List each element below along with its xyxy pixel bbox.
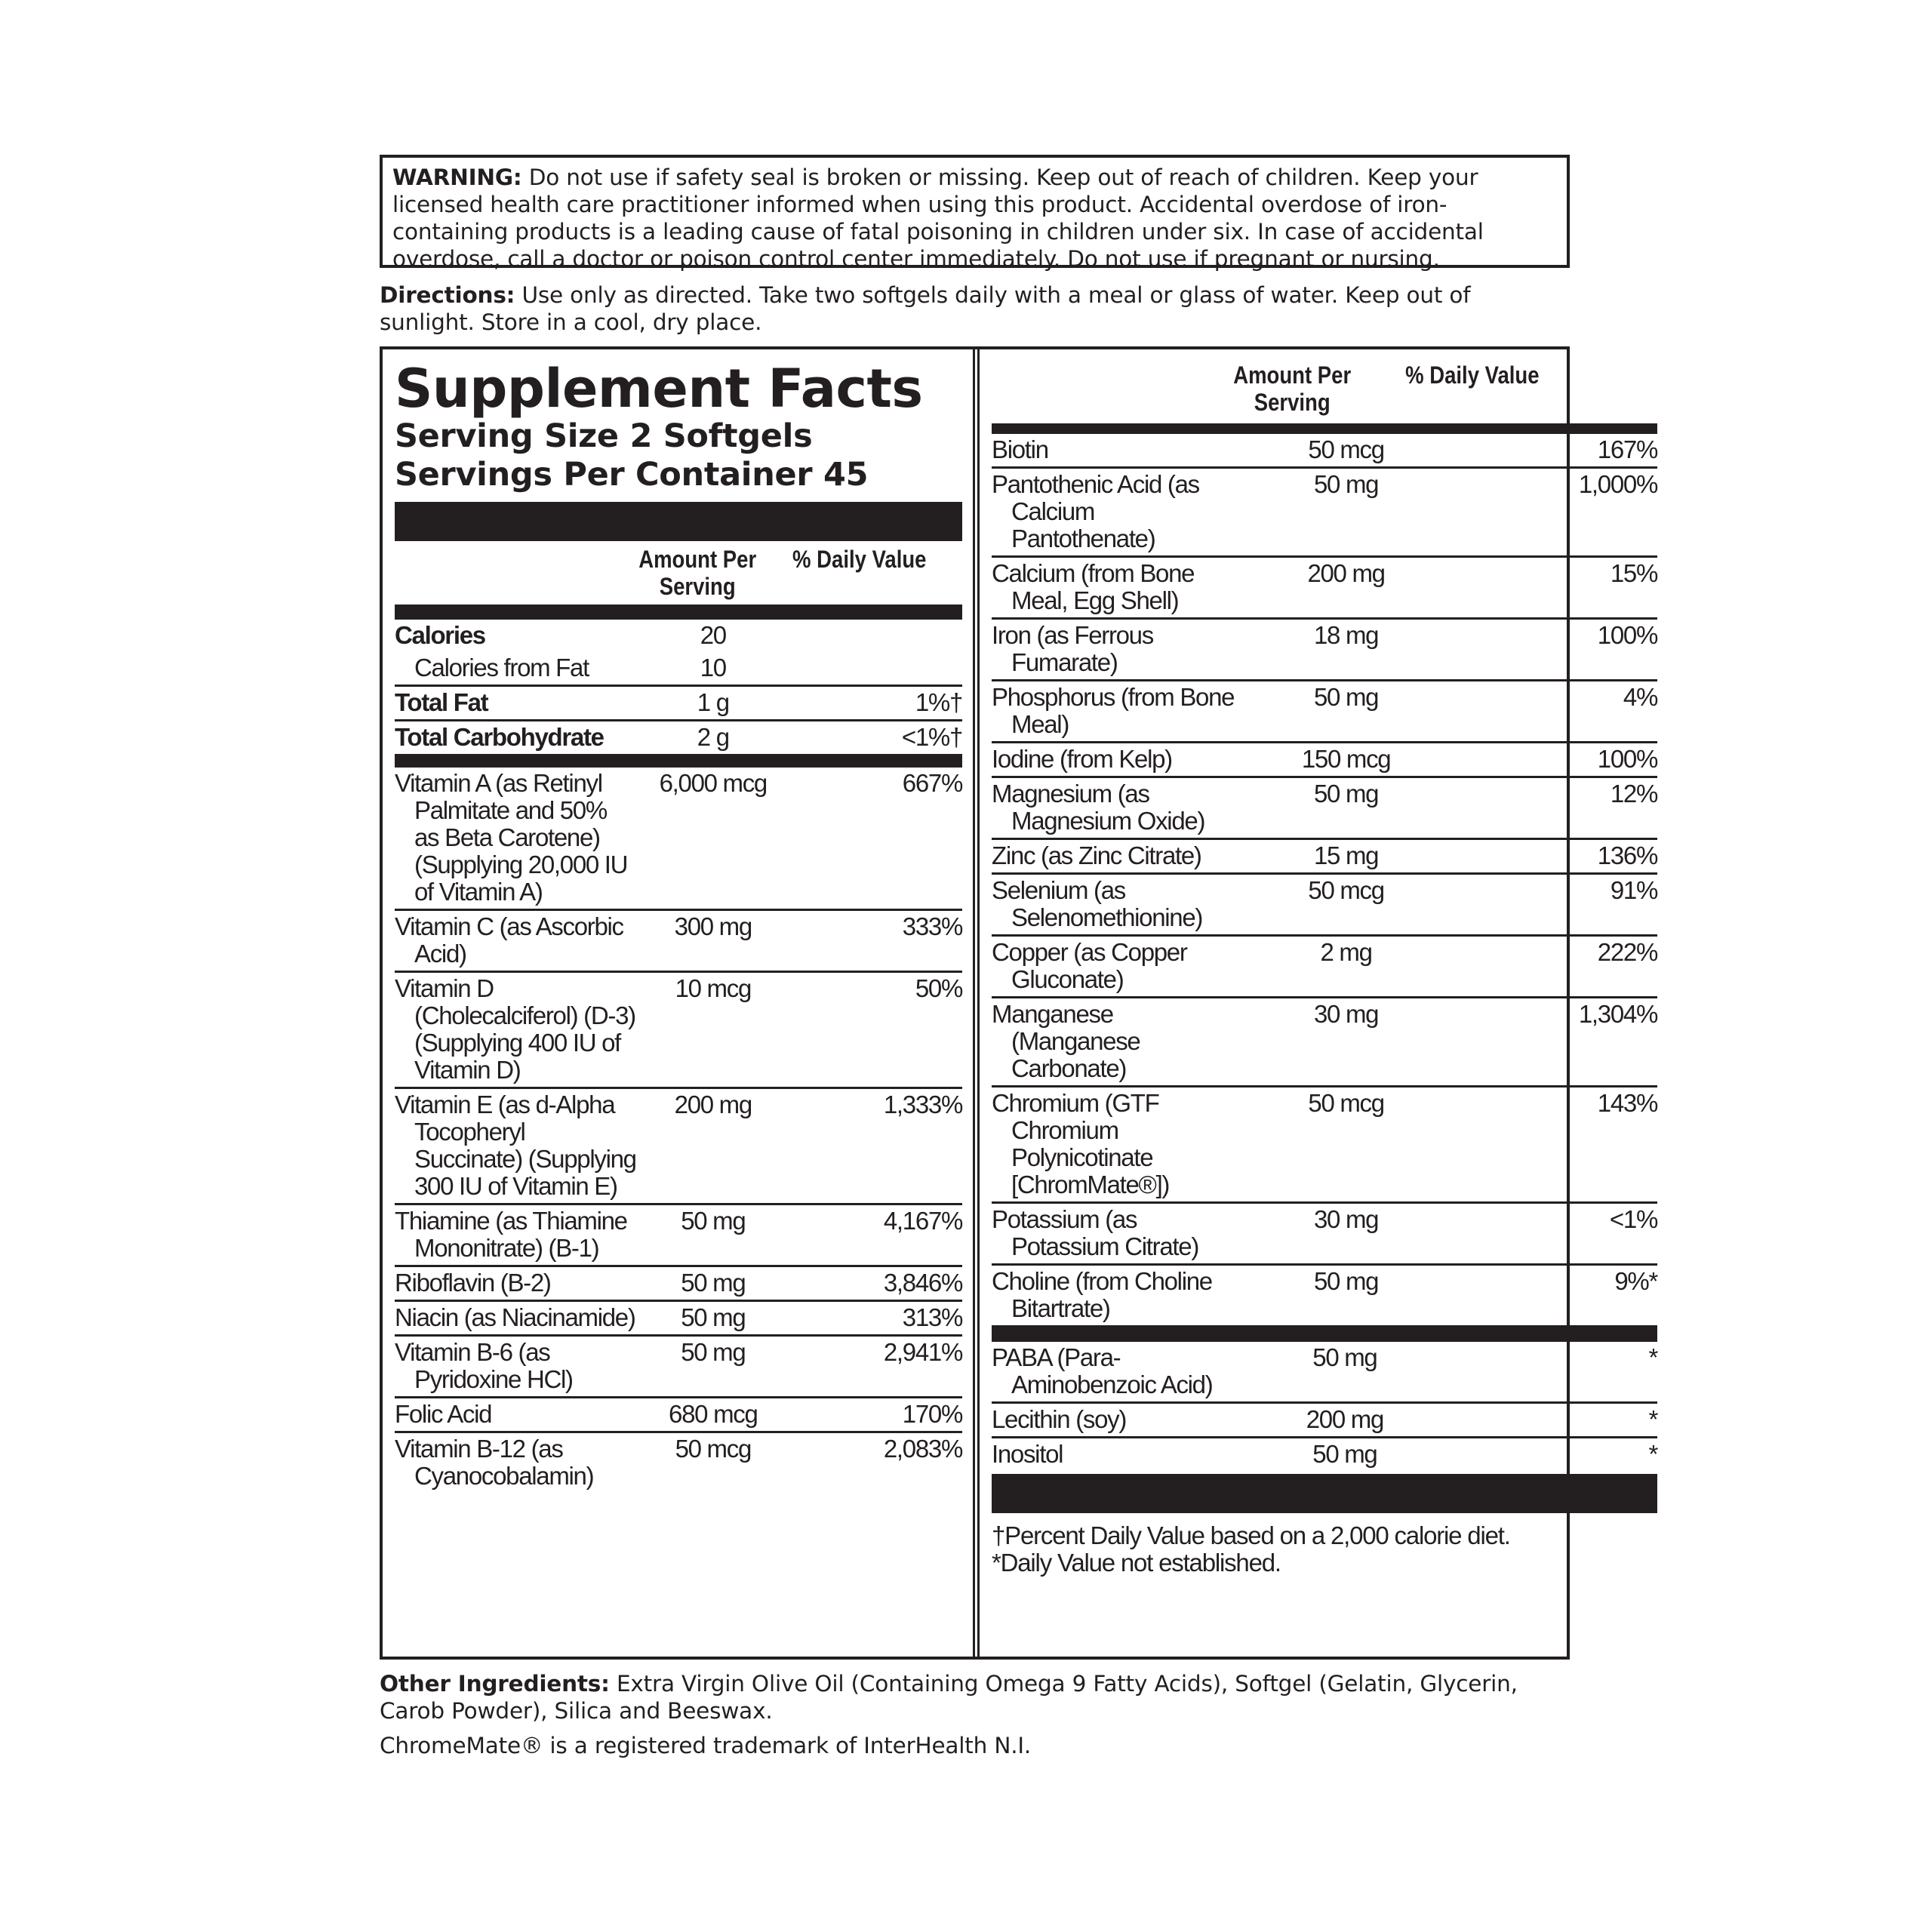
nutrient-amount: 30 mg [1242, 998, 1450, 1087]
nutrient-daily-value: 4,167% [789, 1204, 962, 1266]
nutrient-row [992, 743, 1657, 777]
section-bar [395, 502, 962, 541]
nutrient-row [395, 620, 962, 652]
nutrient-name: Pantothenic Acid (as Calcium Pantothenate) [992, 470, 1199, 552]
other-ingredients-lead: Other Ingredients: [380, 1671, 610, 1697]
nutrient-name: Calories [395, 621, 485, 649]
nutrient-daily-value: 100% [1450, 743, 1657, 777]
other-ingredients-text: Extra Virgin Olive Oil (Containing Omega 9 Fatty Acids), Softgel (Gelatin, Glycerin, Carob Powder), Silica and Beeswax. [380, 1671, 1518, 1724]
nutrient-name: Biotin [992, 435, 1048, 463]
nutrient-name: Vitamin C (as Ascorbic Acid) [395, 912, 623, 968]
nutrient-row [992, 1087, 1657, 1203]
section-bar [395, 754, 962, 768]
nutrient-row [992, 998, 1657, 1087]
section-bar [992, 1325, 1657, 1342]
warning-lead: WARNING: [392, 165, 522, 190]
nutrient-daily-value: 15% [1450, 557, 1657, 619]
nutrient-row [992, 1265, 1657, 1326]
other-ingredients [380, 1670, 1570, 1724]
directions-text: Use only as directed. Take two softgels daily with a meal or glass of water. Keep out of sunlight. Store in a cool, dry place. [380, 282, 1471, 335]
nutrient-daily-value: 313% [789, 1301, 962, 1336]
warning-text: Do not use if safety seal is broken or missing. Keep out of reach of children. Keep your licensed health care practitioner informed when using this product. Accidental overdose of iron-containing products is a leading cause of fatal poisoning in children under six. In case of accidental overdose, call a doctor or poison control center immediately. Do not use if pregnant or nursing. [392, 165, 1484, 272]
nutrient-daily-value: 1,333% [789, 1088, 962, 1204]
nutrient-row [395, 1398, 962, 1432]
nutrient-daily-value: 50% [789, 972, 962, 1088]
nutrient-name: Total Fat [395, 688, 488, 716]
amount-per-serving-header: Amount Per Serving [1233, 361, 1352, 416]
nutrient-amount: 50 mg [636, 1204, 789, 1266]
nutrient-name: Inositol [992, 1440, 1063, 1468]
nutrient-daily-value: 1,000% [1450, 468, 1657, 557]
nutrient-name: Vitamin B-6 (as Pyridoxine HCl) [395, 1338, 573, 1393]
directions [380, 281, 1570, 336]
nutrient-amount: 30 mg [1242, 1203, 1450, 1265]
nutrient-row [395, 1266, 962, 1301]
daily-value-header: % Daily Value [1405, 361, 1540, 389]
facts-right-column [977, 349, 1669, 1657]
footnote [992, 1522, 1657, 1577]
nutrient-row [992, 1438, 1657, 1472]
nutrient-row [395, 910, 962, 972]
nutrient-amount: 50 mg [1242, 468, 1450, 557]
nutrient-row [395, 1088, 962, 1204]
nutrient-name: Iron (as Ferrous Fumarate) [992, 621, 1153, 676]
nutrient-amount: 15 mg [1242, 839, 1450, 874]
serving-size: Serving Size 2 Softgels [395, 417, 813, 455]
nutrient-daily-value: 1,304% [1450, 998, 1657, 1087]
nutrient-daily-value: <1%† [901, 723, 962, 751]
nutrient-daily-value: * [1449, 1342, 1657, 1403]
footnote-dv: †Percent Daily Value based on a 2,000 calorie diet. [992, 1521, 1510, 1549]
nutrient-amount: 200 mg [1241, 1403, 1449, 1438]
nutrient-amount: 50 mg [1313, 1267, 1379, 1295]
nutrient-row [992, 557, 1657, 619]
supplement-facts-panel [380, 346, 1657, 1660]
nutrient-daily-value: 1%† [789, 686, 962, 721]
trademark-notice: ChromeMate® is a registered trademark of InterHealth N.I. [380, 1733, 1032, 1758]
nutrient-row [992, 874, 1657, 936]
nutrient-daily-value: 167% [1450, 434, 1657, 468]
nutrient-name: Lecithin (soy) [992, 1405, 1127, 1433]
nutrient-row [992, 1342, 1657, 1403]
nutrient-row [992, 936, 1657, 998]
section-bar [992, 423, 1657, 434]
nutrient-daily-value: 667% [789, 768, 962, 910]
nutrient-daily-value: <1% [1450, 1203, 1657, 1265]
nutrient-row [395, 1301, 962, 1336]
facts-title: Supplement Facts [395, 358, 923, 420]
nutrient-daily-value: 136% [1450, 839, 1657, 874]
nutrient-name: Vitamin A (as Retinyl Palmitate and 50% as Beta Carotene) (Supplying 20,000 IU of Vitamin A) [395, 769, 628, 906]
nutrient-name: Selenium (as Selenomethionine) [992, 876, 1203, 931]
nutrient-row [395, 652, 962, 686]
nutrient-daily-value: 100% [1450, 619, 1657, 681]
nutrient-name: Niacin (as Niacinamide) [395, 1303, 635, 1331]
nutrient-amount: 150 mcg [1242, 743, 1450, 777]
nutrient-row [992, 839, 1657, 874]
nutrient-daily-value: 12% [1450, 777, 1657, 839]
nutrient-amount: 50 mcg [1242, 434, 1450, 468]
nutrient-name: Riboflavin (B-2) [395, 1269, 551, 1297]
nutrient-amount: 10 mcg [636, 972, 789, 1088]
nutrient-amount: 10 [636, 652, 789, 686]
nutrient-name: Total Carbohydrate [395, 723, 604, 751]
nutrient-name: Calories from Fat [414, 654, 589, 681]
nutrient-name: Zinc (as Zinc Citrate) [992, 841, 1201, 869]
nutrient-daily-value: 143% [1450, 1087, 1657, 1203]
nutrient-name: Vitamin D (Cholecalciferol) (D-3) (Supplying 400 IU of Vitamin D) [395, 974, 635, 1084]
section-bar [992, 1474, 1657, 1513]
nutrient-name: PABA (Para-Aminobenzoic Acid) [992, 1343, 1213, 1398]
nutrient-row [395, 721, 962, 755]
nutrient-row [395, 686, 962, 721]
nutrient-amount: 50 mg [1242, 777, 1450, 839]
supplement-label [380, 155, 1657, 1759]
nutrient-row [992, 777, 1657, 839]
nutrient-name: Phosphorus (from Bone Meal) [992, 683, 1235, 738]
nutrient-amount: 18 mg [1242, 619, 1450, 681]
nutrient-daily-value: 222% [1450, 936, 1657, 998]
nutrient-daily-value: 2,083% [883, 1435, 962, 1463]
nutrient-row [992, 681, 1657, 743]
directions-lead: Directions: [380, 282, 515, 308]
nutrient-amount: 50 mg [1242, 681, 1450, 743]
nutrient-amount: 50 mcg [1242, 874, 1450, 936]
nutrient-amount: 200 mg [1242, 557, 1450, 619]
nutrient-amount: 300 mg [636, 910, 789, 972]
nutrient-name: Potassium (as Potassium Citrate) [992, 1205, 1199, 1260]
nutrient-amount: 50 mg [1312, 1440, 1377, 1468]
nutrient-name: Vitamin B-12 (as Cyanocobalamin) [395, 1435, 594, 1490]
nutrient-name: Chromium (GTF Chromium Polynicotinate [ChromMate®]) [992, 1089, 1170, 1198]
nutrient-amount: 2 mg [1242, 936, 1450, 998]
nutrient-name: Copper (as Copper Gluconate) [992, 938, 1187, 993]
nutrient-row [395, 1432, 962, 1494]
nutrient-row [395, 768, 962, 910]
nutrient-amount: 50 mg [636, 1266, 789, 1301]
nutrient-daily-value: 9%* [1614, 1267, 1657, 1295]
column-header [395, 541, 927, 605]
nutrient-daily-value: 333% [789, 910, 962, 972]
amount-per-serving-header: Amount Per Serving [638, 546, 757, 600]
right-nutrient-table-2 [992, 1342, 1657, 1471]
warning-box [380, 155, 1570, 272]
nutrient-amount: 50 mg [1241, 1342, 1449, 1403]
nutrient-name: Vitamin E (as d-Alpha Tocopheryl Succinate) (Supplying 300 IU of Vitamin E) [395, 1091, 636, 1200]
nutrient-daily-value [789, 652, 962, 686]
nutrient-amount: 50 mg [636, 1301, 789, 1336]
nutrient-daily-value: 91% [1450, 874, 1657, 936]
nutrient-name: Calcium (from Bone Meal, Egg Shell) [992, 559, 1195, 614]
column-header [992, 360, 1564, 420]
left-nutrient-table [395, 620, 962, 1493]
nutrient-name: Folic Acid [395, 1400, 492, 1428]
nutrient-name: Thiamine (as Thiamine Mononitrate) (B-1) [395, 1207, 627, 1262]
nutrient-amount: 200 mg [636, 1088, 789, 1204]
nutrient-daily-value: * [1449, 1403, 1657, 1438]
nutrient-row [395, 1204, 962, 1266]
nutrient-name: Choline (from Choline Bitartrate) [992, 1267, 1212, 1322]
nutrient-amount: 680 mcg [636, 1398, 789, 1432]
nutrient-name: Magnesium (as Magnesium Oxide) [992, 780, 1205, 835]
nutrient-amount: 50 mg [636, 1336, 789, 1398]
nutrient-row [395, 1336, 962, 1398]
nutrient-row [992, 468, 1657, 557]
right-nutrient-table [992, 434, 1657, 1325]
nutrient-daily-value: * [1648, 1440, 1657, 1468]
nutrient-daily-value: 2,941% [789, 1336, 962, 1398]
nutrient-name: Iodine (from Kelp) [992, 745, 1172, 773]
nutrient-amount: 20 [700, 621, 726, 649]
nutrient-row [992, 434, 1657, 468]
nutrient-amount: 50 mcg [675, 1435, 751, 1463]
nutrient-row [395, 972, 962, 1088]
nutrient-amount: 50 mcg [1242, 1087, 1450, 1203]
facts-left-column [383, 349, 975, 1657]
nutrient-daily-value: 170% [789, 1398, 962, 1432]
nutrient-amount: 2 g [697, 723, 729, 751]
nutrient-row [992, 619, 1657, 681]
nutrient-daily-value: 3,846% [789, 1266, 962, 1301]
footnote-not-established: *Daily Value not established. [992, 1549, 1281, 1577]
daily-value-header: % Daily Value [792, 546, 927, 573]
nutrient-row [992, 1203, 1657, 1265]
nutrient-row [992, 1403, 1657, 1438]
servings-per-container: Servings Per Container 45 [395, 456, 869, 494]
nutrient-daily-value: 4% [1450, 681, 1657, 743]
nutrient-daily-value [789, 620, 962, 652]
nutrient-amount: 1 g [636, 686, 789, 721]
nutrient-amount: 6,000 mcg [636, 768, 789, 910]
nutrient-name: Manganese (Manganese Carbonate) [992, 1000, 1140, 1082]
section-bar [395, 605, 962, 620]
